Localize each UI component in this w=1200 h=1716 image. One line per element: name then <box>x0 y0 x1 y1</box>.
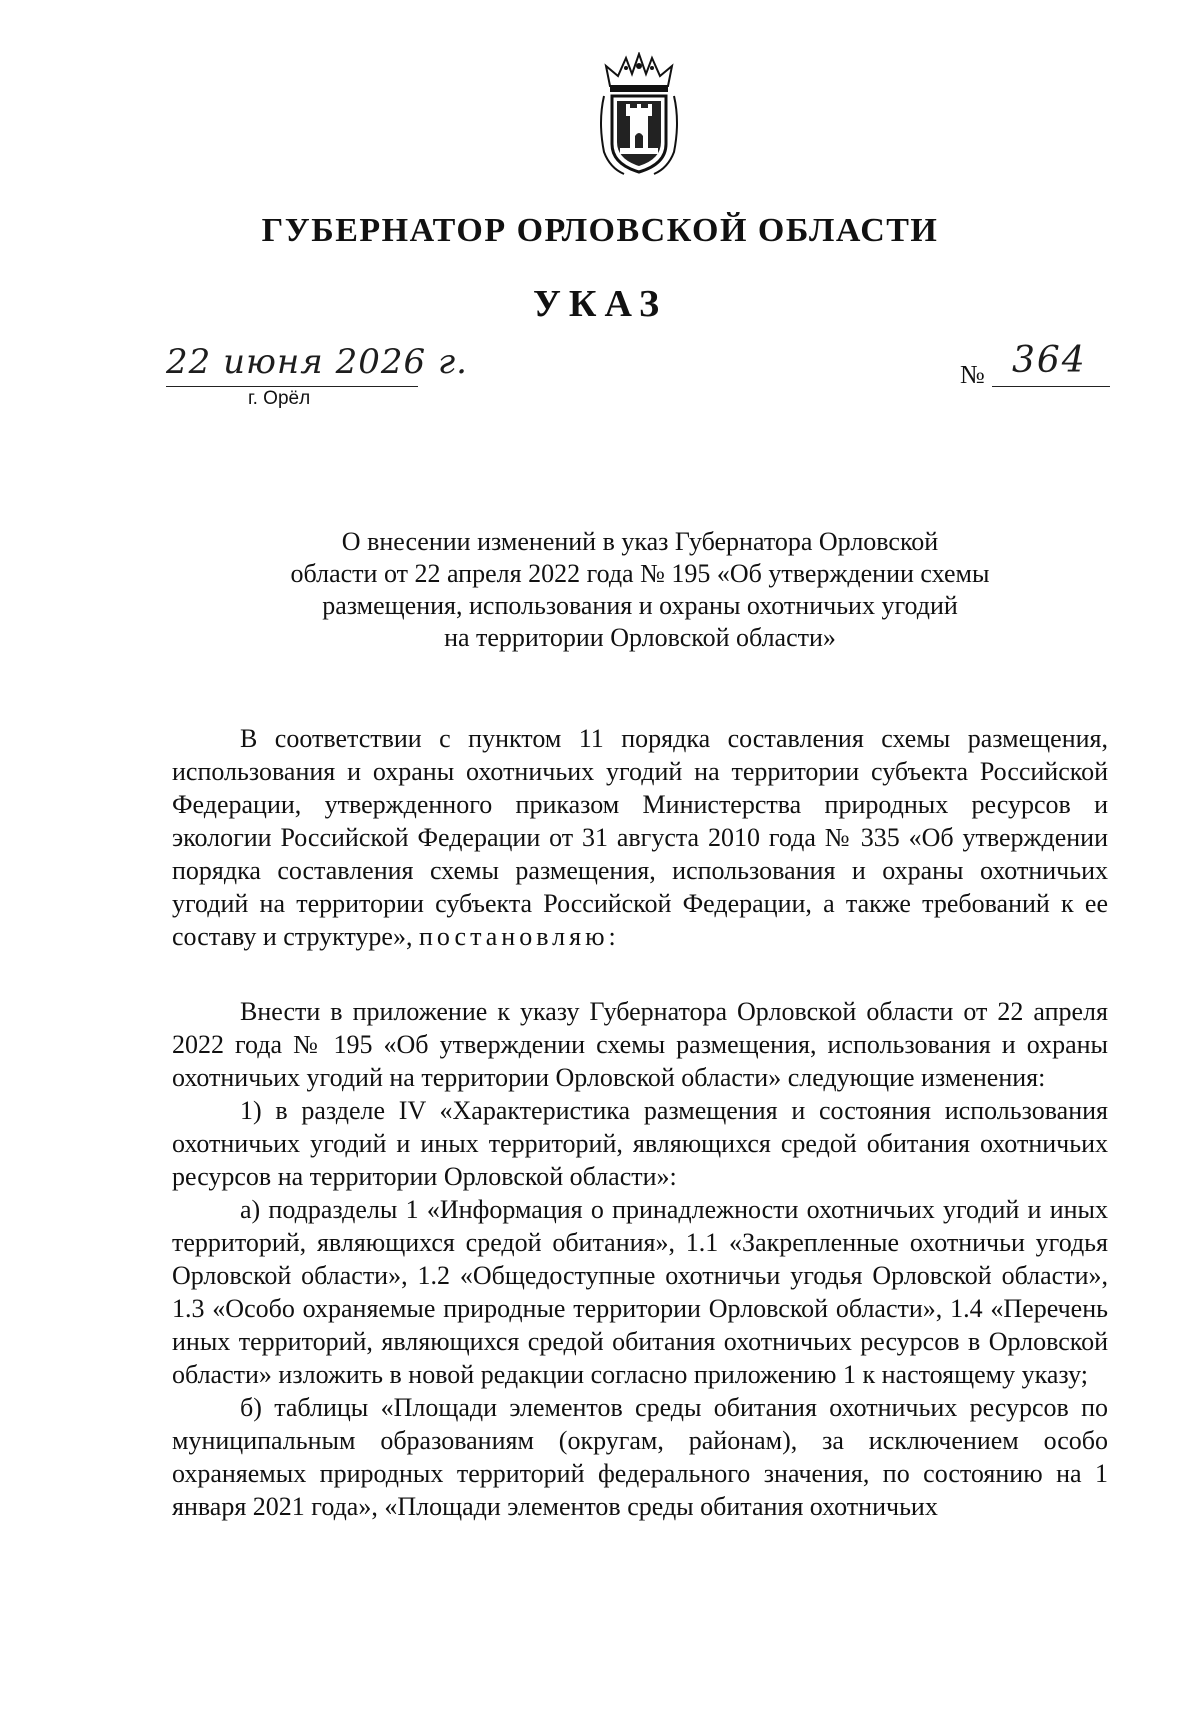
handwritten-date: 22 июня 2026 г. <box>166 342 468 382</box>
subject-line: размещения, использования и охраны охотничьих угодий <box>322 591 958 620</box>
preamble-paragraph <box>172 722 1108 953</box>
decree-type-title: УКАЗ <box>533 283 667 325</box>
subject-line: на территории Орловской области» <box>444 623 836 652</box>
handwritten-decree-number: 364 <box>1012 340 1087 381</box>
paragraph-intro: Внести в приложение к указу Губернатора Орловской области от 22 апреля 2022 года № 195 «Об утверждении схемы размещения, использования и охраны охотничьих угодий на территории Орловской области» следующие изменения: <box>172 997 1108 1092</box>
coat-of-arms-icon <box>596 52 682 180</box>
preamble-text: В соответствии с пунктом 11 порядка составления схемы размещения, использования и охраны охотничьих угодий на территории субъекта Российской Федерации, утвержденного приказом Министерства природных ресурсов и экологии Российской Федерации от 31 августа 2010 года № 335 «Об утверждении порядка составления схемы размещения, использования и охраны охотничьих угодий на территории субъекта Российской Федерации, а также требований к ее составу и структуре», <box>172 724 1108 951</box>
date-underline <box>166 386 418 387</box>
paragraph-item-b: б) таблицы «Площади элементов среды обитания охотничьих ресурсов по муниципальным образованиям (округам, районам), за исключением особо охраняемых природных территорий федерального значения, по состоянию на 1 января 2021 года», «Площади элементов среды обитания охотничьих <box>172 1393 1108 1521</box>
paragraph-item-a: а) подразделы 1 «Информация о принадлежности охотничьих угодий и иных территорий, являющихся средой обитания», 1.1 «Закрепленные охотничьи угодья Орловской области», 1.2 «Общедоступные охотничьи угодья Орловской области», 1.3 «Особо охраняемые природные территории Орловской области», 1.4 «Перечень иных территорий, являющихся средой обитания охотничьих ресурсов в Орловской области» изложить в новой редакции согласно приложению 1 к настоящему указу; <box>172 1195 1108 1389</box>
governor-heading: ГУБЕРНАТОР ОРЛОВСКОЙ ОБЛАСТИ <box>261 212 939 249</box>
number-underline <box>992 386 1110 387</box>
subject-line: области от 22 апреля 2022 года № 195 «Об утверждении схемы <box>290 559 990 588</box>
city-label: г. Орёл <box>248 388 311 409</box>
number-sign: № <box>960 360 985 389</box>
decree-subject <box>200 526 1080 654</box>
paragraph-item-1: 1) в разделе IV «Характеристика размещения и состояния использования охотничьих угодий и иных территорий, являющихся средой обитания охотничьих ресурсов на территории Орловской области»: <box>172 1096 1108 1191</box>
resolve-word: постановляю: <box>418 922 620 951</box>
decree-body <box>172 722 1108 1523</box>
subject-line: О внесении изменений в указ Губернатора Орловской <box>341 527 939 556</box>
